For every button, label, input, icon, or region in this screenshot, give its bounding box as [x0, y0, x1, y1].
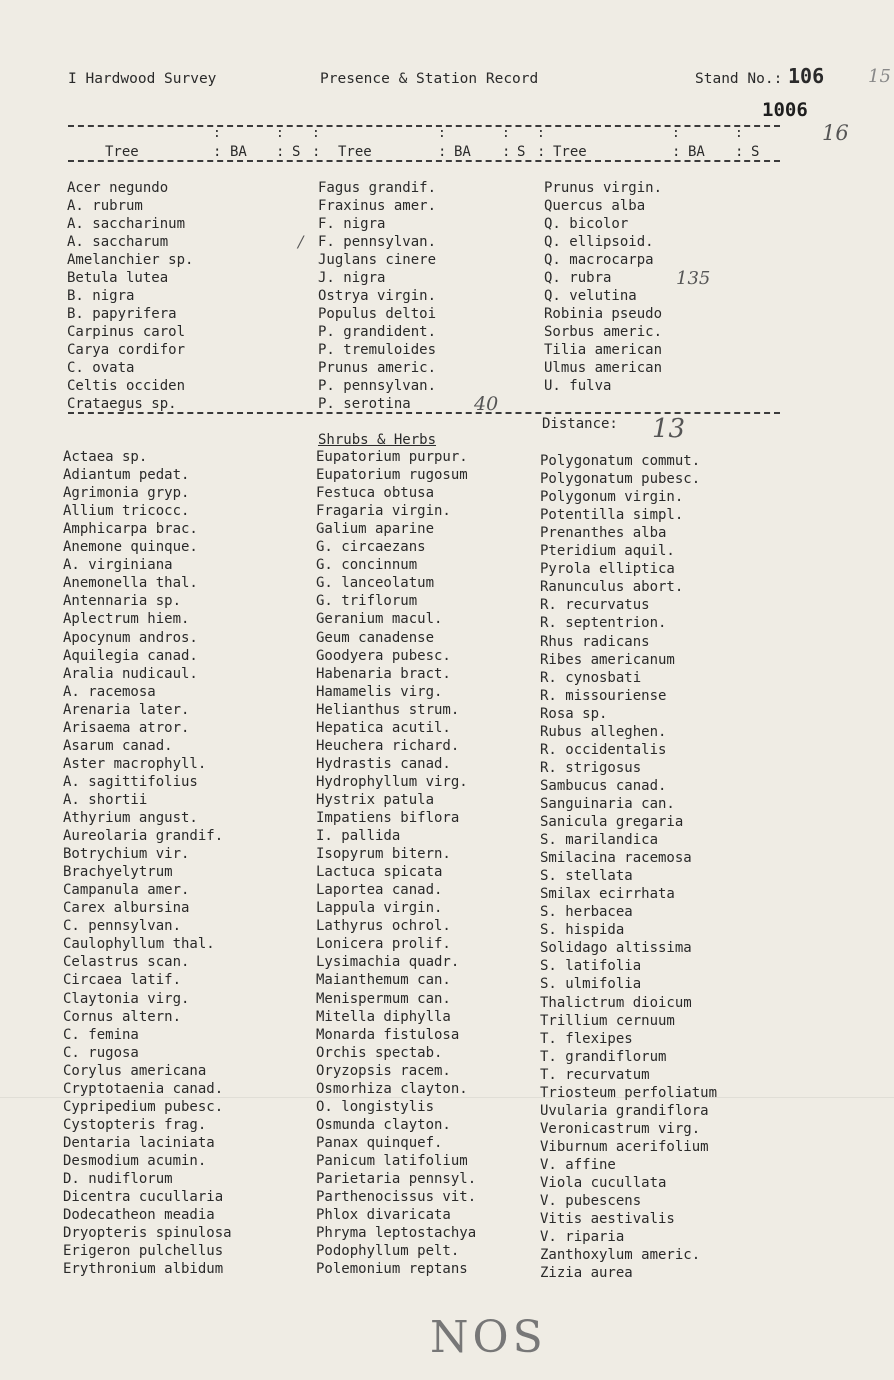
list-item: Parthenocissus vit. — [316, 1189, 477, 1206]
list-item: Cryptotaenia canad. — [63, 1080, 224, 1097]
list-item: S. hispida — [540, 922, 625, 939]
list-item: Lathyrus ochrol. — [316, 918, 451, 935]
list-item: Rubus alleghen. — [540, 723, 667, 740]
tree-note: 135 — [676, 268, 711, 289]
list-item: T. grandiflorum — [540, 1048, 667, 1065]
s-header-1: S — [292, 144, 301, 160]
list-item: Trillium cernuum — [540, 1012, 675, 1029]
list-item: G. circaezans — [316, 539, 426, 556]
list-item: R. cynosbati — [540, 669, 642, 686]
list-item: Zizia aurea — [540, 1265, 633, 1282]
record-title: Presence & Station Record — [320, 71, 539, 87]
list-item: Carex albursina — [63, 900, 190, 917]
list-item: Celtis occiden — [67, 378, 186, 394]
list-item: Oryzopsis racem. — [316, 1062, 451, 1079]
list-item: S. herbacea — [540, 904, 633, 921]
list-item: Laportea canad. — [316, 882, 443, 899]
list-item: Thalictrum dioicum — [540, 994, 692, 1011]
list-item: Goodyera pubesc. — [316, 647, 451, 664]
list-item: Polygonum virgin. — [540, 489, 684, 506]
list-item: Anemonella thal. — [63, 575, 198, 592]
list-item: Cystopteris frag. — [63, 1116, 207, 1133]
list-item: U. fulva — [544, 378, 612, 394]
list-item: G. lanceolatum — [316, 575, 435, 592]
divider-colon: : — [213, 126, 221, 141]
list-item: D. nudiflorum — [63, 1171, 173, 1187]
divider-colon: : — [276, 126, 284, 141]
list-item: Dicentra cucullaria — [63, 1189, 224, 1206]
list-item: Geranium macul. — [316, 611, 443, 628]
list-item: Betula lutea — [67, 270, 169, 286]
top-right-mark: 16 — [822, 121, 849, 145]
list-item: Actaea sp. — [63, 449, 148, 465]
list-item: Allium tricocc. — [63, 503, 190, 520]
list-item: J. nigra — [318, 270, 386, 286]
list-item: Q. rubra — [544, 270, 612, 286]
list-item: Hydrophyllum virg. — [316, 773, 468, 790]
stand-label: Stand No.: — [695, 71, 783, 87]
divider-colon: : — [502, 144, 511, 160]
list-item: Ribes americanum — [540, 651, 675, 668]
list-item: Geum canadense — [316, 629, 435, 646]
divider-colon: : — [312, 144, 321, 160]
list-item: Sanguinaria can. — [540, 795, 675, 812]
list-item: T. flexipes — [540, 1030, 633, 1047]
ba-header-2: BA — [454, 144, 471, 160]
list-item: S. latifolia — [540, 958, 642, 975]
list-item: Monarda fistulosa — [316, 1026, 460, 1043]
divider-colon: : — [213, 144, 222, 160]
list-item: Erigeron pulchellus — [63, 1243, 224, 1260]
list-item: S. ulmifolia — [540, 976, 642, 993]
corner-mark: 15 — [868, 66, 891, 87]
list-item: Panax quinquef. — [316, 1134, 443, 1151]
list-item: A. saccharum — [67, 234, 169, 250]
list-item: Cypripedium pubesc. — [63, 1098, 224, 1115]
list-item: Potentilla simpl. — [540, 507, 684, 524]
list-item: Corylus americana — [63, 1062, 207, 1079]
divider-colon: : — [735, 144, 744, 160]
list-item: Q. bicolor — [544, 216, 629, 232]
divider-colon: : — [276, 144, 285, 160]
list-item: Aquilegia canad. — [63, 647, 198, 664]
list-item: A. virginiana — [63, 557, 173, 574]
list-item: Triosteum perfoliatum — [540, 1084, 718, 1101]
list-item: Hydrastis canad. — [316, 755, 451, 772]
list-item: Panicum latifolium — [316, 1152, 468, 1169]
list-item: Lysimachia quadr. — [316, 954, 460, 971]
list-item: Q. macrocarpa — [544, 252, 654, 268]
list-item: Hamamelis virg. — [316, 683, 443, 700]
list-item: Heuchera richard. — [316, 737, 460, 754]
list-item: Festuca obtusa — [316, 485, 435, 502]
list-item: Rhus radicans — [540, 633, 650, 650]
list-item: A. shortii — [63, 791, 148, 808]
list-item: Cornus altern. — [63, 1008, 182, 1025]
list-item: I. pallida — [316, 828, 401, 845]
distance-value: 13 — [652, 414, 686, 444]
list-item: R. recurvatus — [540, 597, 650, 614]
list-item: Ranunculus abort. — [540, 579, 684, 596]
list-item: Viola cucullata — [540, 1175, 667, 1191]
list-item: Adiantum pedat. — [63, 467, 190, 484]
column-header-rule — [68, 160, 780, 162]
list-item: R. septentrion. — [540, 615, 667, 632]
list-item: Menispermum can. — [316, 990, 451, 1007]
list-item: Uvularia grandiflora — [540, 1102, 709, 1119]
list-item: C. rugosa — [63, 1044, 139, 1061]
list-item: Maianthemum can. — [316, 972, 451, 989]
list-item: Lappula virgin. — [316, 900, 443, 917]
list-item: Circaea latif. — [63, 972, 182, 989]
survey-title: I Hardwood Survey — [68, 71, 217, 87]
s-header-2: S — [517, 144, 526, 160]
list-item: P. serotina — [318, 396, 411, 412]
list-item: Mitella diphylla — [316, 1008, 451, 1025]
list-item: Veronicastrum virg. — [540, 1120, 701, 1137]
stand-overwrite: 1006 — [762, 99, 808, 121]
list-item: Dodecatheon meadia — [63, 1207, 215, 1224]
list-item: Viburnum acerifolium — [540, 1138, 709, 1155]
list-item: Athyrium angust. — [63, 810, 198, 826]
footer-note: NOS — [430, 1312, 547, 1363]
list-item: Dentaria laciniata — [63, 1134, 215, 1151]
divider-colon: : — [438, 126, 446, 141]
list-item: Rosa sp. — [540, 705, 608, 722]
list-item: Caulophyllum thal. — [63, 936, 215, 953]
divider-colon: : — [735, 126, 743, 141]
list-item: Asarum canad. — [63, 737, 173, 754]
serotina-note: 40 — [474, 393, 499, 415]
list-item: P. grandident. — [318, 324, 437, 340]
list-item: Sambucus canad. — [540, 777, 667, 794]
list-item: Anemone quinque. — [63, 539, 198, 556]
tree-header-2: Tree — [338, 144, 372, 160]
divider-colon: : — [312, 126, 320, 141]
divider-colon: : — [537, 126, 545, 141]
list-item: Fragaria virgin. — [316, 503, 451, 520]
list-item: Acer negundo — [67, 180, 169, 196]
list-item: G. triflorum — [316, 593, 418, 610]
list-item: Hepatica acutil. — [316, 719, 451, 736]
list-item: Ulmus american — [544, 360, 663, 376]
list-item: Smilacina racemosa — [540, 850, 692, 867]
list-item: Prunus virgin. — [544, 180, 663, 196]
list-item: Populus deltoi — [318, 306, 437, 322]
list-item: Pyrola elliptica — [540, 561, 675, 578]
distance-label: Distance: — [542, 416, 618, 432]
list-item: Carya cordifor — [67, 342, 186, 358]
list-item: Helianthus strum. — [316, 701, 460, 718]
list-item: A. saccharinum — [67, 216, 186, 232]
list-item: Dryopteris spinulosa — [63, 1225, 232, 1242]
list-item: Lactuca spicata — [316, 864, 443, 881]
list-item: Crataegus sp. — [67, 396, 177, 412]
list-item: G. concinnum — [316, 557, 418, 574]
list-item: Arenaria later. — [63, 701, 190, 718]
divider-colon: : — [438, 144, 447, 160]
list-item: Pteridium aquil. — [540, 543, 675, 560]
list-item: Zanthoxylum americ. — [540, 1247, 701, 1264]
tree-header-3: Tree — [553, 144, 587, 160]
list-item: V. riparia — [540, 1229, 625, 1246]
list-item: Lonicera prolif. — [316, 936, 451, 953]
list-item: Desmodium acumin. — [63, 1152, 207, 1169]
list-item: Phlox divaricata — [316, 1207, 451, 1224]
list-item: B. nigra — [67, 288, 135, 304]
list-item: Osmorhiza clayton. — [316, 1080, 468, 1097]
list-item: S. marilandica — [540, 832, 659, 849]
list-item: C. femina — [63, 1026, 139, 1043]
list-item: Amphicarpa brac. — [63, 521, 198, 538]
list-item: F. nigra — [318, 216, 386, 232]
stand-number: 106 — [788, 64, 825, 88]
list-item: Brachyelytrum — [63, 864, 173, 881]
list-item: Solidago altissima — [540, 940, 692, 957]
list-item: Parietaria pennsyl. — [316, 1171, 477, 1187]
list-item: Podophyllum pelt. — [316, 1243, 460, 1260]
list-item: Carpinus carol — [67, 324, 186, 340]
list-item: Aureolaria grandif. — [63, 828, 224, 845]
s-header-3: S — [751, 144, 760, 160]
list-item: Erythronium albidum — [63, 1261, 224, 1278]
list-item: A. racemosa — [63, 683, 156, 700]
list-item: Q. ellipsoid. — [544, 234, 654, 250]
list-item: Fraxinus amer. — [318, 198, 437, 214]
list-item: Smilax ecirrhata — [540, 886, 675, 903]
list-item: Osmunda clayton. — [316, 1116, 451, 1133]
list-item: A. sagittifolius — [63, 773, 198, 790]
list-item: T. recurvatum — [540, 1066, 650, 1083]
list-item: S. stellata — [540, 868, 633, 885]
list-item: F. pennsylvan. — [318, 234, 437, 250]
list-item: Q. velutina — [544, 288, 637, 304]
list-item: Botrychium vir. — [63, 846, 190, 863]
list-item: Claytonia virg. — [63, 990, 190, 1007]
list-item: Isopyrum bitern. — [316, 846, 451, 863]
list-item: Fagus grandif. — [318, 180, 437, 196]
ba-header-3: BA — [688, 144, 705, 160]
divider-colon: : — [502, 126, 510, 141]
list-item: Ostrya virgin. — [318, 288, 437, 304]
list-item: Polygonatum pubesc. — [540, 471, 701, 488]
list-item: R. occidentalis — [540, 741, 667, 758]
list-item: Habenaria bract. — [316, 665, 451, 682]
list-item: O. longistylis — [316, 1098, 435, 1115]
list-item: B. papyrifera — [67, 306, 177, 322]
list-item: P. tremuloides — [318, 342, 437, 358]
list-item: Prenanthes alba — [540, 525, 667, 542]
shrubs-herbs-header: Shrubs & Herbs — [318, 432, 437, 448]
list-item: R. strigosus — [540, 759, 642, 776]
list-item: Polygonatum commut. — [540, 453, 701, 469]
list-item: Apocynum andros. — [63, 629, 198, 646]
list-item: Arisaema atror. — [63, 719, 190, 736]
list-item: V. pubescens — [540, 1193, 642, 1210]
list-item: Juglans cinere — [318, 252, 437, 268]
list-item: Vitis aestivalis — [540, 1211, 675, 1228]
list-item: Aralia nudicaul. — [63, 665, 198, 682]
list-item: P. pennsylvan. — [318, 378, 437, 394]
list-item: Campanula amer. — [63, 882, 190, 899]
list-item: Sorbus americ. — [544, 324, 663, 340]
divider-colon: : — [672, 144, 681, 160]
list-item: Tilia american — [544, 342, 663, 358]
list-item: Aster macrophyll. — [63, 755, 207, 772]
tree-header-1: Tree — [105, 144, 139, 160]
list-item: C. pennsylvan. — [63, 918, 182, 935]
list-item: Eupatorium purpur. — [316, 449, 468, 465]
list-item: Eupatorium rugosum — [316, 467, 468, 484]
list-item: V. affine — [540, 1156, 616, 1173]
list-item: Sanicula gregaria — [540, 814, 684, 830]
list-item: Quercus alba — [544, 198, 646, 214]
list-item: R. missouriense — [540, 687, 667, 704]
divider-colon: : — [672, 126, 680, 141]
list-item: Phryma leptostachya — [316, 1225, 477, 1242]
list-item: Robinia pseudo — [544, 306, 663, 322]
list-item: Hystrix patula — [316, 791, 435, 808]
list-item: Antennaria sp. — [63, 593, 182, 610]
check-mark: / — [298, 232, 304, 251]
list-item: Aplectrum hiem. — [63, 611, 190, 628]
list-item: Impatiens biflora — [316, 810, 460, 826]
list-item: Celastrus scan. — [63, 954, 190, 971]
list-item: Prunus americ. — [318, 360, 437, 376]
list-item: Galium aparine — [316, 521, 435, 538]
list-item: Orchis spectab. — [316, 1044, 443, 1061]
ba-header-1: BA — [230, 144, 247, 160]
list-item: Polemonium reptans — [316, 1261, 468, 1278]
list-item: Amelanchier sp. — [67, 252, 194, 268]
divider-colon: : — [537, 144, 546, 160]
list-item: Agrimonia gryp. — [63, 485, 190, 502]
list-item: C. ovata — [67, 360, 135, 376]
list-item: A. rubrum — [67, 198, 143, 214]
